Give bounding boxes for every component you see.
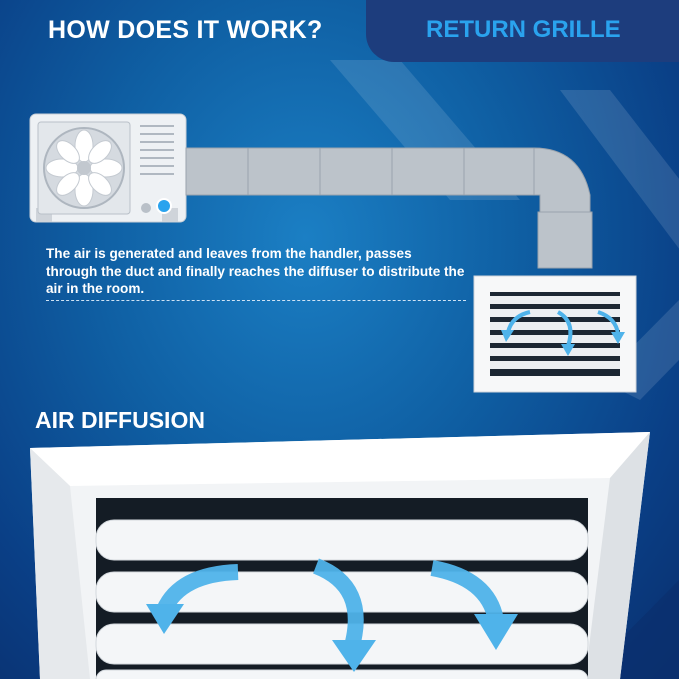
dashed-divider [46,300,466,301]
description-text: The air is generated and leaves from the handler, passes through the duct and finally reaches the diffuser to distribute the air in the room. [46,246,465,296]
section-title: AIR DIFFUSION [35,407,205,433]
return-grille-small [474,276,636,392]
page-title: HOW DOES IT WORK? [48,16,323,44]
return-grille-large [30,432,650,679]
air-handler-unit [30,114,186,222]
badge-label: RETURN GRILLE [426,16,621,43]
